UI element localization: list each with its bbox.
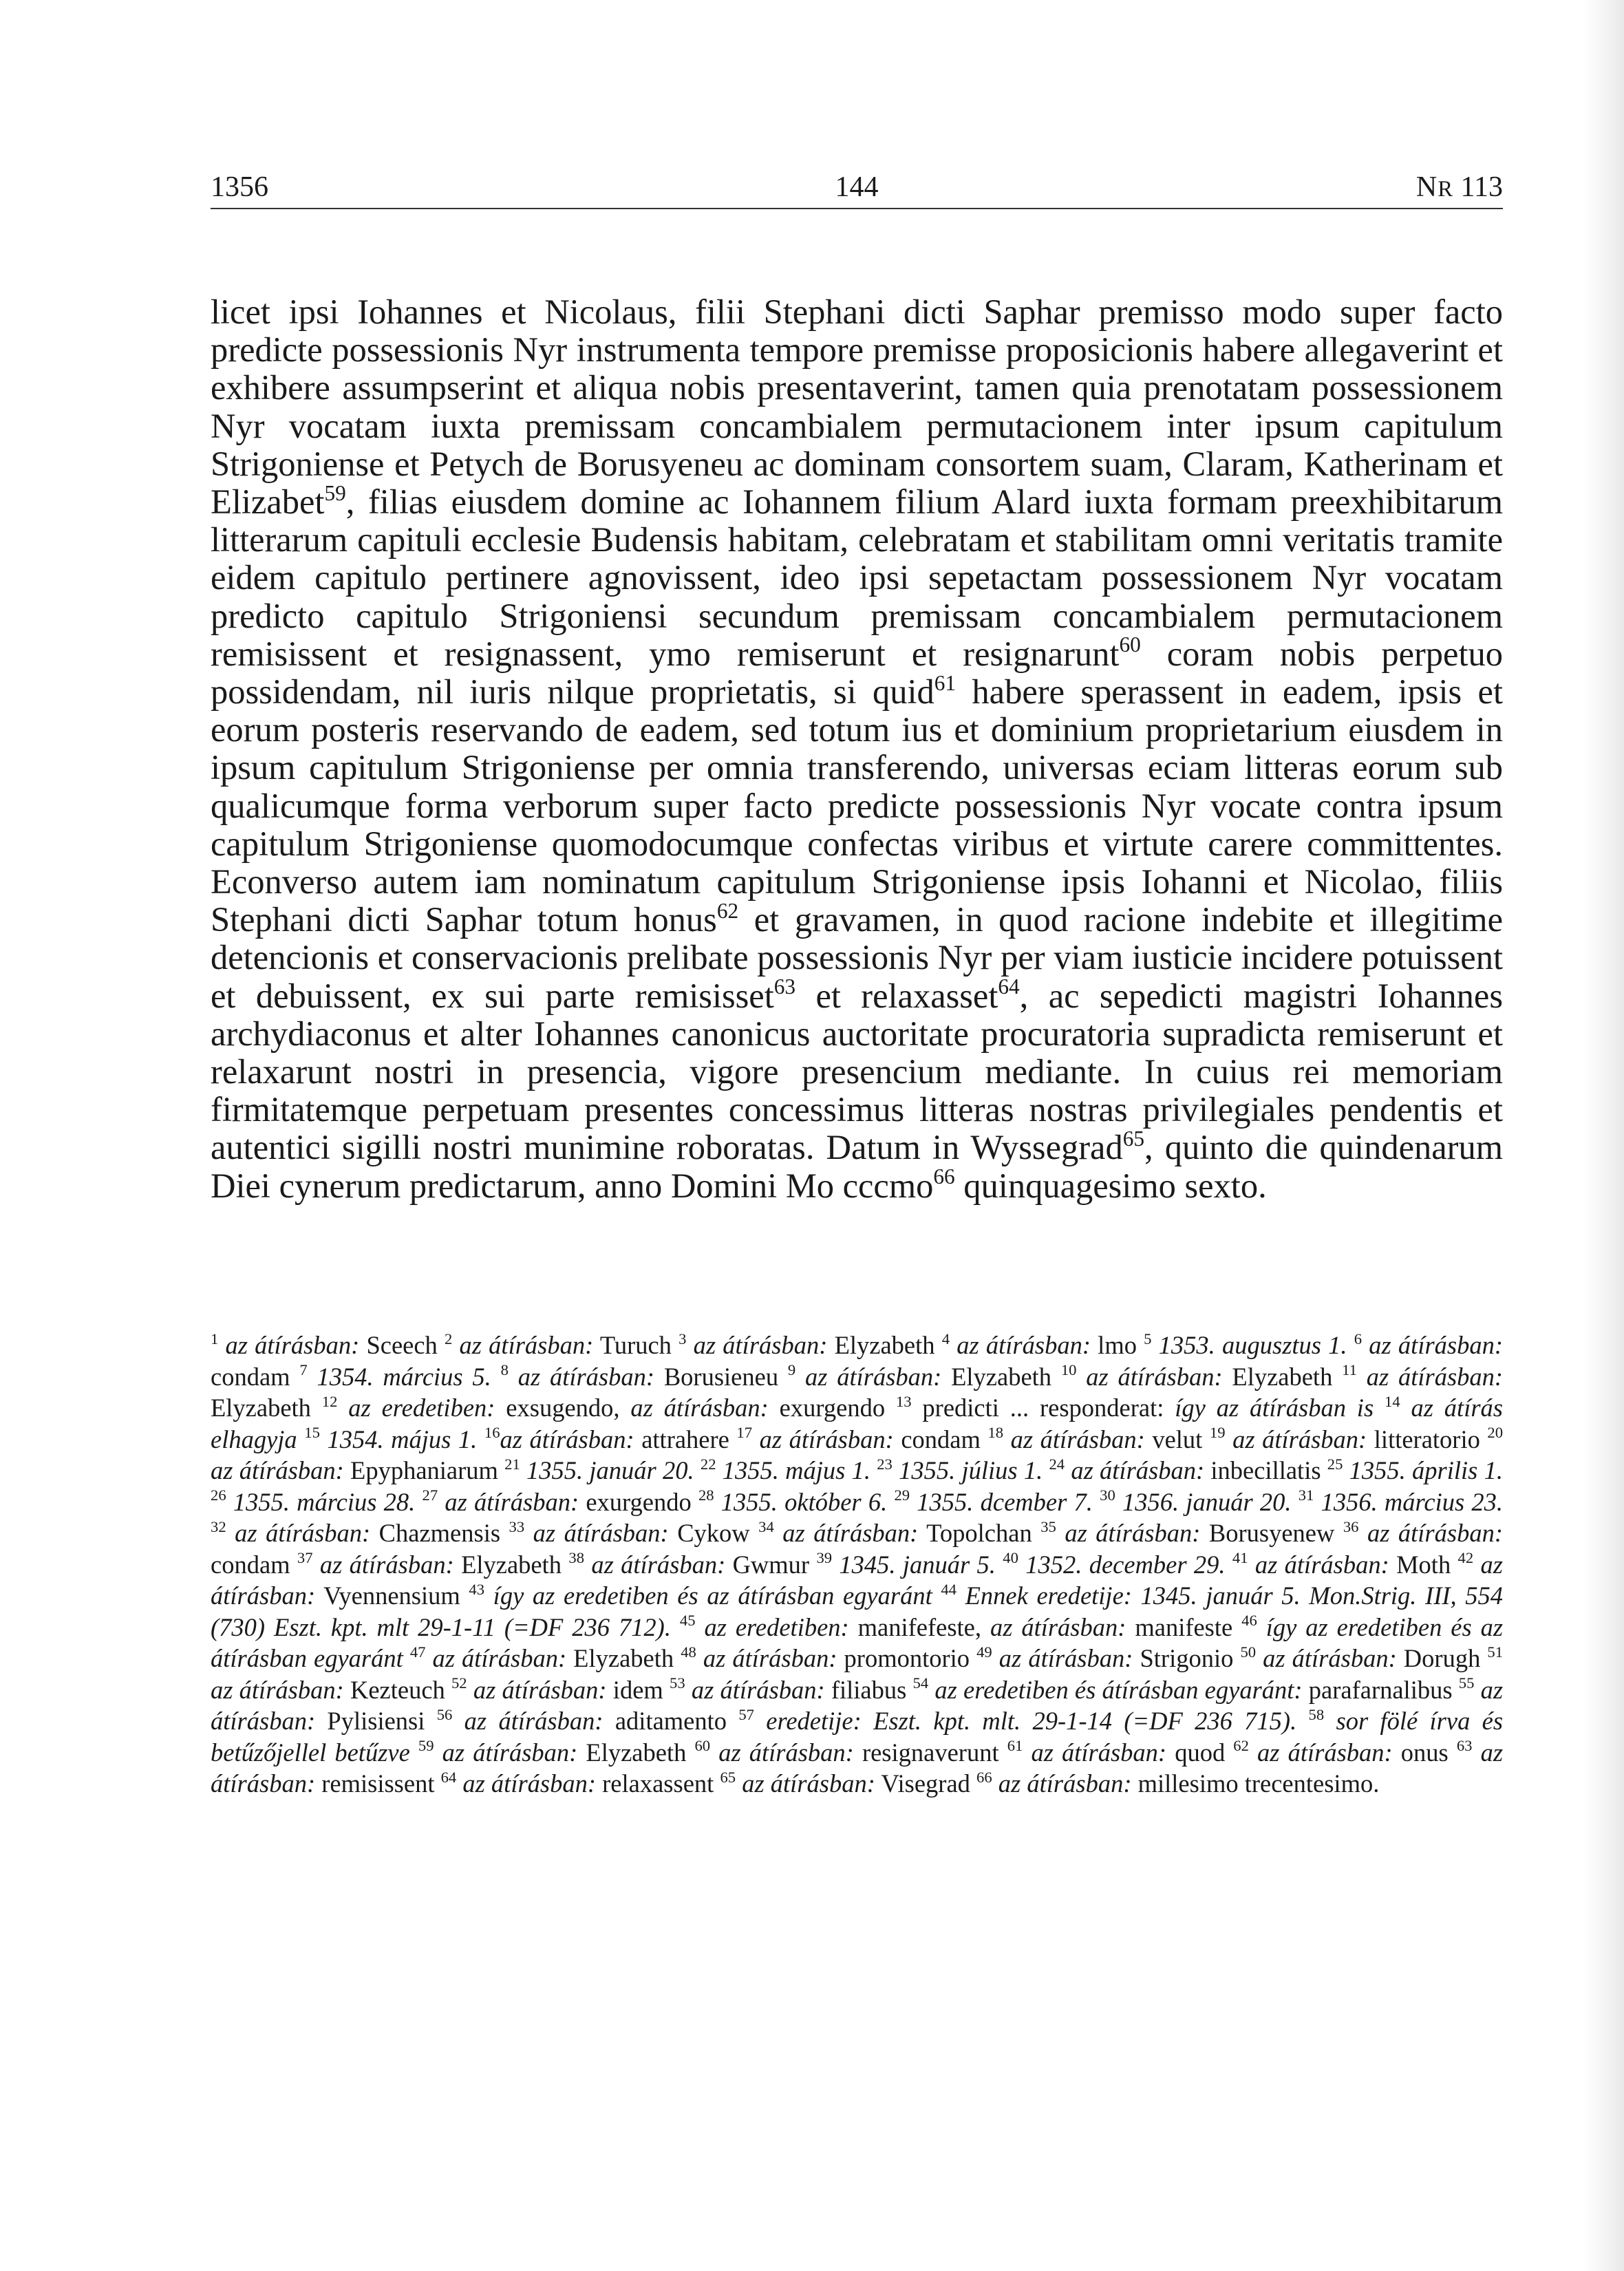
footnote-marker: 25 [1327,1455,1343,1473]
header-rule [211,208,1503,209]
footnote-marker: 23 [877,1455,893,1473]
footnote-marker: 12 [321,1392,338,1410]
footnote-marker: 10 [1060,1361,1077,1379]
footnote-marker: 7 [299,1361,308,1379]
footnote-marker: 54 [912,1674,929,1692]
footnote-marker: 31 [1298,1486,1314,1504]
header-page-number: 144 [835,171,879,203]
footnote-marker: 37 [297,1549,313,1567]
footnote-marker: 63 [773,974,796,999]
footnote-marker: 39 [816,1549,833,1567]
footnote-marker: 2 [445,1330,453,1347]
footnote-marker: 56 [436,1705,453,1723]
footnote-marker: 64 [440,1768,457,1786]
footnote-marker: 62 [1233,1737,1249,1755]
footnote-marker: 6 [1354,1330,1363,1347]
footnote-marker: 65 [720,1768,736,1786]
footnote-marker: 53 [670,1674,685,1692]
footnote-marker: 59 [324,480,346,505]
footnote-marker: 41 [1232,1549,1248,1567]
footnote-marker: 27 [422,1486,438,1504]
footnote-marker: 60 [694,1737,711,1755]
footnote-marker: 66 [976,1768,992,1786]
footnote-marker: 63 [1456,1737,1473,1755]
footnote-marker: 28 [698,1486,714,1504]
footnote-marker: 38 [568,1549,584,1567]
footnote-marker: 55 [1458,1674,1475,1692]
footnote-marker: 29 [894,1486,910,1504]
main-text [211,293,1503,1205]
footnote-marker: 3 [679,1330,687,1347]
footnote-marker: 14 [1385,1392,1400,1410]
footnote-marker: 51 [1487,1643,1504,1661]
header-year: 1356 [211,171,268,203]
footnote-marker: 42 [1457,1549,1474,1567]
footnote-paragraph: $^1$ az átírásban: Sceech $^2$ az átírásban: Turuch $^3$ az átírásban: Elyzabeth $^4$ az átírásban: lmo $^5$ 1353. augusztus 1. $^6$ az átírásban: condam $^7$ 1354. március 5. $^8$ az átírásban: Borusieneu $^9$ az átírásban: Elyzabeth $^{10}$ az átírásban: Elyzabeth $^{11}$ az átírásban: Elyzabeth $^{12}$ az eredetiben: exsugendo, az átírásban: exurgendo $^{13}$ predicti ... responderat: így az átírásban is $^{14}$ az átírás elhagyja $^{15}$ 1354. május 1. $^{16}$az átírásban: attrahere $^{17}$ az átírásban: condam $^{18}$ az átírásban: velut $^{19}$ az átírásban: litteratorio $^{20}$ az átírásban: Epyphaniarum $^{21}$ 1355. január 20. $^{22}$ 1355. május 1. $^{23}$ 1355. július 1. $^{24}$ az átírásban: inbecillatis $^{25}$ 1355. április 1. $^{26}$ 1355. március 28. $^{27}$ az átírásban: exurgendo $^{28}$ 1355. október 6. $^{29}$ 1355. dcember 7. $^{30}$ 1356. január 20. $^{31}$ 1356. március 23. $^{32}$ az átírásban: Chazmensis $^{33}$ az átírásban: Cykow $^{34}$ az átírásban: Topolchan $^{35}$ az átírásban: Borusyenew $^{36}$ az átírásban: condam $^{37}$ az átírásban: Elyzabeth $^{38}$ az átírásban: Gwmur $^{39}$ 1345. január 5. $^{40}$ 1352. december 29. $^{41}$ az átírásban: Moth $^{42}$ az átírásban: Vyennensium $^{43}$ így az eredetiben és az átírásban egyaránt $^{44}$ Ennek eredetije: 1345. január 5. Mon.Strig. III, 554 (730) Eszt. kpt. mlt 29-1-11 (=DF 236 712). $^{45}$ az eredetiben: manifefeste, az átírásban: manifeste $^{46}$ így az eredetiben és az átírásban egyaránt $^{47}$ az átírásban: Elyzabeth $^{48}$ az átírásban: promontorio $^{49}$ az átírásban: Strigonio $^{50}$ az átírásban: Dorugh $^{51}$ az átírásban: Kezteuch $^{52}$ az átírásban: idem $^{53}$ az átírásban: filiabus $^{54}$ az eredetiben és átírásban egyaránt: parafarnalibus $^{55}$ az átírásban: Pylisiensi $^{56}$ az átírásban: aditamento $^{57}$ eredetije: Eszt. kpt. mlt. 29-1-14 (=DF 236 715). $^{58}$ sor fölé írva és betűzőjellel betűzve $^{59}$ az átírásban: Elyzabeth $^{60}$ az átírásban: resignaverunt $^{61}$ az átírásban: quod $^{62}$ az átírásban: onus $^{63}$ az átírásban: remisissent $^{64}$ az átírásban: relaxassent $^{65}$ az átírásban: Visegrad $^{66}$ az átírásban: millesimo trecentesimo. [211,1330,1504,1798]
footnotes [211,1330,1503,1800]
footnote-marker: 33 [509,1517,525,1535]
footnote-marker: 43 [469,1580,485,1598]
page-edge-shadow [1583,0,1624,2271]
footnote-marker: 66 [933,1164,955,1189]
footnote-marker: 11 [1342,1361,1357,1379]
footnote-marker: 13 [895,1392,912,1410]
footnote-marker: 16 [484,1424,500,1442]
footnote-marker: 49 [976,1643,992,1661]
footnote-marker: 22 [700,1455,716,1473]
footnote-marker: 59 [418,1737,434,1755]
footnote-marker: 9 [787,1361,796,1379]
footnote-marker: 8 [500,1361,509,1379]
footnote-marker: 40 [1003,1549,1018,1567]
footnote-marker: 15 [304,1424,320,1442]
footnote-marker: 61 [934,670,957,695]
footnote-marker: 45 [679,1612,696,1630]
footnote-marker: 34 [758,1517,774,1535]
footnote-marker: 44 [941,1580,957,1598]
footnote-marker: 21 [504,1455,520,1473]
footnote-marker: 18 [987,1424,1004,1442]
footnote-marker: 58 [1308,1705,1325,1723]
footnote-marker: 20 [1487,1424,1504,1442]
footnote-marker: 65 [1122,1127,1145,1151]
footnote-marker: 24 [1049,1455,1065,1473]
footnote-marker: 47 [409,1643,426,1661]
footnote-marker: 48 [681,1643,696,1661]
footnote-marker: 30 [1100,1486,1115,1504]
footnote-marker: 32 [211,1517,226,1535]
footnote-marker: 19 [1209,1424,1226,1442]
header-document-number: NR 113 [1415,171,1503,203]
footnote-marker: 46 [1241,1612,1257,1630]
footnote-marker: 60 [1119,632,1141,657]
footnote-marker: 17 [736,1424,753,1442]
page-header [211,162,1503,212]
footnote-marker: 35 [1040,1517,1056,1535]
footnote-marker: 62 [716,898,739,923]
footnote-marker: 5 [1144,1330,1152,1347]
footnote-marker: 57 [738,1705,754,1723]
footnote-marker: 1 [211,1330,219,1347]
footnote-marker: 50 [1240,1643,1257,1661]
footnote-marker: 4 [941,1330,950,1347]
footnote-marker: 52 [451,1674,467,1692]
footnote-marker: 36 [1343,1517,1359,1535]
footnote-marker: 26 [211,1486,226,1504]
footnote-marker: 64 [998,974,1020,999]
footnote-marker: 61 [1007,1737,1023,1755]
main-paragraph: licet ipsi Iohannes et Nicolaus, filii Stephani dicti Saphar premisso modo super facto predicte possessionis Nyr instrumenta tempore premisse proposicionis habere allegaverint et exhibere assumpserint et aliqua nobis presentaverint, tamen quia prenotatam possessionem Nyr vocatam iuxta premissam concambialem permutacionem inter ipsum capitulum Strigoniense et Petych de Borusyeneu ac dominam consortem suam, Claram, Katherinam et Elizabet$^{59}$, filias eiusdem domine ac Iohannem filium Alard iuxta formam preexhibitarum litterarum capituli ecclesie Budensis habitam, celebratam et stabilitam omni veritatis tramite eidem capitulo pertinere agnovissent, ideo ipsi sepetactam possessionem Nyr vocatam predicto capitulo Strigoniensi secundum premissam concambialem permutacionem remisissent et resignassent, ymo remiserunt et resignarunt$^{60}$ coram nobis perpetuo possidendam, nil iuris nilque proprietatis, si quid$^{61}$ habere sperassent in eadem, ipsis et eorum posteris reservando de eadem, sed totum ius et dominium proprietarium eiusdem in ipsum capitulum Strigoniense per omnia transferendo, universas eciam litteras eorum sub qualicumque forma verborum super facto predicte possessionis Nyr vocate contra ipsum capitulum Strigoniense quomodocumque confectas viribus et virtute carere committentes. Econverso autem iam nominatum capitulum Strigoniense ipsis Iohanni et Nicolao, filiis Stephani dicti Saphar totum honus$^{62}$ et gravamen, in quod racione indebite et illegitime detencionis et conservacionis prelibate possessionis Nyr per viam iusticie incidere potuissent et debuissent, ex sui parte remisisset$^{63}$ et relaxasset$^{64}$, ac sepedicti magistri Iohannes archydiaconus et alter Iohannes canonicus auctoritate procuratoria supradicta remiserunt et relaxarunt nostri in presencia, vigore presencium mediante. In cuius rei memoriam firmitatemque perpetuam presentes concessimus litteras nostras privilegiales pendentis et autentici sigilli nostri munimine roboratas. Datum in Wyssegrad$^{65}$, quinto die quindenarum Diei cynerum predictarum, anno Domini Mo cccmo$^{66}$ quinquagesimo sexto. [211,292,1504,1205]
